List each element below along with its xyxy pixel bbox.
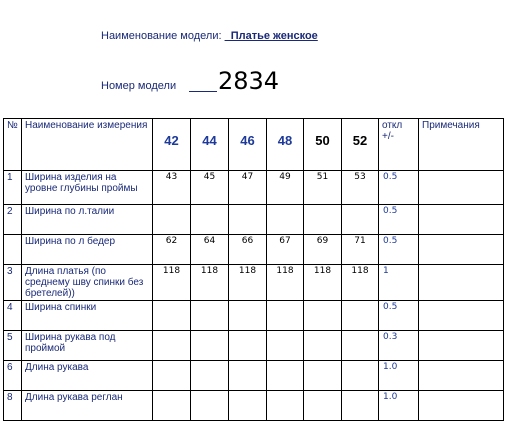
tolerance-value: 0.5	[379, 171, 419, 205]
size-value: 71	[342, 235, 379, 265]
row-number: 3	[4, 265, 22, 301]
size-header: 42	[153, 119, 191, 171]
size-value: 118	[342, 265, 379, 301]
size-value: 53	[342, 171, 379, 205]
tolerance-value: 0.3	[379, 331, 419, 361]
col-no-header: №	[4, 119, 22, 171]
size-value	[267, 331, 304, 361]
size-value	[304, 361, 342, 391]
row-number: 8	[4, 391, 22, 421]
size-value	[153, 391, 191, 421]
row-number: 2	[4, 205, 22, 235]
col-name-header: Наименование измерения	[22, 119, 153, 171]
size-value	[342, 301, 379, 331]
table-row	[4, 205, 504, 235]
tolerance-value: 1.0	[379, 361, 419, 391]
col-tolerance-header: откл +/-	[379, 119, 419, 171]
row-number: 1	[4, 171, 22, 205]
table-body	[4, 171, 504, 421]
size-value	[267, 301, 304, 331]
size-value	[153, 301, 191, 331]
measurement-name: Ширина по л бедер	[22, 235, 153, 265]
size-value: 67	[267, 235, 304, 265]
table-row	[4, 265, 504, 301]
col-notes-header: Примечания	[419, 119, 504, 171]
size-value	[304, 391, 342, 421]
model-number-underline	[189, 91, 217, 92]
size-value: 118	[267, 265, 304, 301]
measurement-name: Длина рукава реглан	[22, 391, 153, 421]
size-value: 45	[191, 171, 229, 205]
model-name-line	[101, 30, 318, 42]
size-value	[191, 361, 229, 391]
model-name-value: _Платье женское	[224, 30, 318, 42]
row-number: 4	[4, 301, 22, 331]
size-header: 50	[304, 119, 342, 171]
size-value: 49	[267, 171, 304, 205]
tolerance-value: 0.5	[379, 205, 419, 235]
tolerance-value: 1.0	[379, 391, 419, 421]
size-value: 47	[229, 171, 267, 205]
size-header: 44	[191, 119, 229, 171]
size-value	[229, 205, 267, 235]
size-value: 118	[153, 265, 191, 301]
measurement-name: Длина платья (по среднему шву спинки без бретелей))	[22, 265, 153, 301]
size-value	[304, 331, 342, 361]
tolerance-value: 0.5	[379, 301, 419, 331]
notes-cell	[419, 331, 504, 361]
tolerance-value: 1	[379, 265, 419, 301]
size-value: 66	[229, 235, 267, 265]
size-value	[153, 205, 191, 235]
size-value	[191, 391, 229, 421]
notes-cell	[419, 205, 504, 235]
notes-cell	[419, 235, 504, 265]
size-value	[229, 391, 267, 421]
size-value	[342, 361, 379, 391]
size-value: 118	[229, 265, 267, 301]
size-value	[342, 391, 379, 421]
notes-cell	[419, 301, 504, 331]
size-value: 118	[191, 265, 229, 301]
notes-cell	[419, 391, 504, 421]
size-value	[191, 331, 229, 361]
size-value: 62	[153, 235, 191, 265]
measurement-name: Ширина рукава под проймой	[22, 331, 153, 361]
size-value	[229, 301, 267, 331]
size-value	[267, 391, 304, 421]
model-number-label: Номер модели	[101, 80, 177, 92]
table-row	[4, 171, 504, 205]
size-value: 43	[153, 171, 191, 205]
size-value	[229, 361, 267, 391]
notes-cell	[419, 361, 504, 391]
size-header: 46	[229, 119, 267, 171]
row-number	[4, 235, 22, 265]
measurement-table	[3, 118, 504, 421]
size-value	[267, 361, 304, 391]
table-row	[4, 235, 504, 265]
size-value	[304, 301, 342, 331]
measurement-name: Ширина спинки	[22, 301, 153, 331]
size-value: 51	[304, 171, 342, 205]
size-value: 118	[304, 265, 342, 301]
size-value	[191, 205, 229, 235]
tolerance-value: 0.5	[379, 235, 419, 265]
size-value	[191, 301, 229, 331]
table-header-row	[4, 119, 504, 171]
model-name-label: Наименование модели:	[101, 30, 222, 42]
measurement-name: Ширина изделия на уровне глубины проймы	[22, 171, 153, 205]
size-value	[342, 331, 379, 361]
row-number: 5	[4, 331, 22, 361]
size-value	[153, 361, 191, 391]
table-row	[4, 361, 504, 391]
size-value: 64	[191, 235, 229, 265]
size-value	[153, 331, 191, 361]
size-value	[229, 331, 267, 361]
size-value	[267, 205, 304, 235]
size-header: 48	[267, 119, 304, 171]
model-number-value: 2834	[218, 67, 280, 95]
table-row	[4, 301, 504, 331]
notes-cell	[419, 171, 504, 205]
measurement-name: Длина рукава	[22, 361, 153, 391]
size-value	[342, 205, 379, 235]
table-row	[4, 391, 504, 421]
notes-cell	[419, 265, 504, 301]
size-header: 52	[342, 119, 379, 171]
size-value: 69	[304, 235, 342, 265]
size-value	[304, 205, 342, 235]
table-row	[4, 331, 504, 361]
row-number: 6	[4, 361, 22, 391]
measurement-name: Ширина по л.талии	[22, 205, 153, 235]
